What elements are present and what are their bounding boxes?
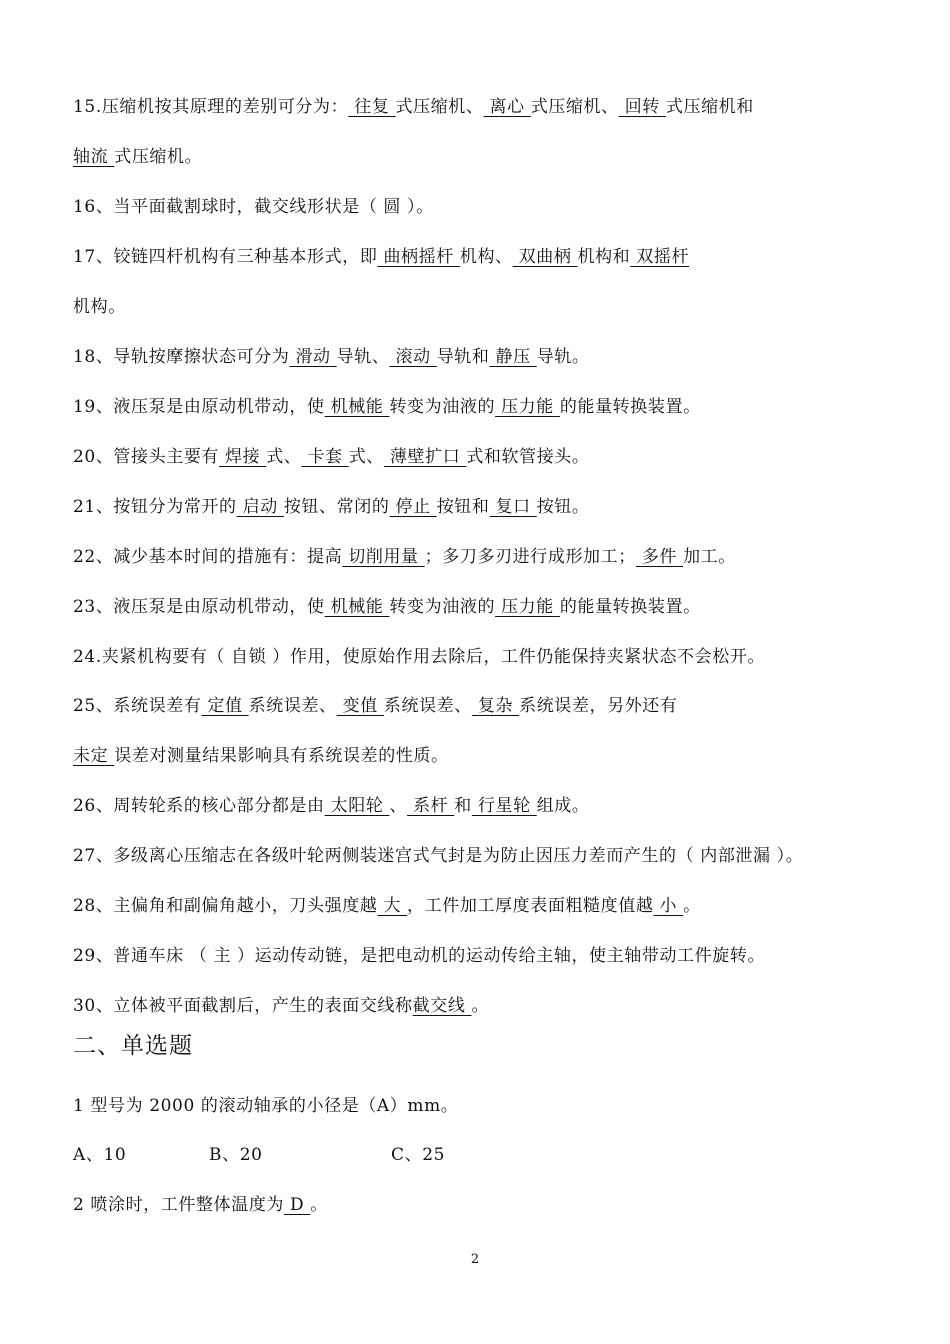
question-25: [73, 694, 883, 718]
question-text: 2 喷涂时，工件整体温度为: [73, 1195, 285, 1215]
answer-blank: 小: [653, 896, 684, 916]
answer-blank: 机械能: [324, 397, 390, 417]
question-text: 的能量转换装置。: [559, 597, 701, 617]
question-text: 系统误差、: [383, 696, 472, 716]
option-b: B、20: [209, 1145, 263, 1165]
question-text: 。: [471, 996, 490, 1016]
answer-blank: 系杆: [407, 796, 455, 816]
question-23: [73, 595, 883, 619]
question-21: [73, 495, 883, 519]
question-text: 式压缩机、: [530, 97, 619, 117]
question-text: 23、液压泵是由原动机带动，使: [73, 597, 325, 617]
page-number: 2: [470, 1252, 480, 1267]
question-text: 20、管接头主要有: [73, 447, 220, 467]
question-text: 19、液压泵是由原动机带动，使: [73, 397, 325, 417]
question-text: 导轨。: [536, 347, 590, 367]
question-text: 系统误差，另外还有: [519, 696, 678, 716]
answer-blank: 启动: [236, 497, 284, 517]
question-text: 、: [389, 796, 408, 816]
question-text: 18、导轨按摩擦状态可分为: [73, 347, 290, 367]
answer-blank: 曲柄摇杆: [377, 247, 460, 267]
question-17: [73, 245, 883, 269]
question-16: 16、当平面截割球时，截交线形状是（ 圆 ）。: [73, 197, 434, 217]
question-text: 式压缩机和: [665, 97, 754, 117]
answer-blank: 往复: [348, 97, 396, 117]
question-text: 30、立体被平面截割后，产生的表面交线称: [73, 996, 413, 1016]
question-text: 按钮、常闭的: [283, 497, 390, 517]
answer-blank: 定值: [201, 696, 249, 716]
question-text: 式压缩机。: [114, 147, 203, 167]
question-text: 25、系统误差有: [73, 696, 202, 716]
answer-blank: 滚动: [389, 347, 437, 367]
question-text: 式压缩机、: [395, 97, 484, 117]
answer-blank: 变值: [336, 696, 384, 716]
question-text: ；多刀多刃进行成形加工；: [424, 547, 636, 567]
question-text: 误差对测量结果影响具有系统误差的性质。: [114, 746, 449, 766]
section-heading: 二、单选题: [73, 1033, 193, 1059]
answer-blank: 停止: [389, 497, 437, 517]
question-text: 转变为油液的: [389, 397, 496, 417]
question-1-options: [73, 1143, 883, 1167]
single-choice-question-2: [73, 1193, 883, 1217]
question-text: 机构和: [577, 247, 631, 267]
answer-blank: 多件: [635, 547, 684, 567]
answer-blank: 双曲柄: [512, 247, 578, 267]
question-text: 和: [454, 796, 472, 816]
answer-blank: 卡套: [301, 447, 349, 467]
question-text: 导轨和: [436, 347, 490, 367]
question-text: 按钮和: [436, 497, 490, 517]
question-18: [73, 345, 883, 369]
answer-blank: 机械能: [324, 597, 390, 617]
question-25-continued: [73, 744, 883, 768]
question-29: 29、普通车床 （ 主 ）运动传动链，是把电动机的运动传给主轴，使主轴带动工件旋转。: [73, 946, 766, 966]
single-choice-question-1: 1 型号为 2000 的滚动轴承的小径是（A）mm。: [73, 1096, 459, 1116]
question-text: 28、主偏角和副偏角越小，刀头强度越: [73, 896, 378, 916]
answer-blank: 未定: [73, 746, 115, 766]
question-text: 21、按钮分为常开的: [73, 497, 237, 517]
question-text: 按钮。: [536, 497, 590, 517]
question-30: [73, 994, 883, 1018]
answer-blank: 复口: [489, 497, 537, 517]
answer-blank: 太阳轮: [324, 796, 390, 816]
answer-blank: 轴流: [73, 147, 115, 167]
question-text: 机构、: [459, 247, 513, 267]
answer-blank: 压力能: [495, 397, 560, 417]
question-text: 22、减少基本时间的措施有：提高: [73, 547, 343, 567]
question-15-continued: [73, 145, 883, 169]
option-c: C、25: [391, 1145, 446, 1165]
answer-blank: 切削用量: [342, 547, 425, 567]
answer-blank: 回转: [618, 97, 666, 117]
answer-blank: 双摇杆: [630, 247, 690, 267]
question-text: 式和软管接头。: [466, 447, 590, 467]
question-26: [73, 794, 883, 818]
question-text: 导轨、: [336, 347, 390, 367]
answer-blank: 大: [377, 896, 408, 916]
answer-blank: D: [284, 1195, 311, 1215]
question-text: 式、: [266, 447, 302, 467]
answer-blank: 静压: [489, 347, 537, 367]
question-15: [73, 95, 883, 119]
question-text: ，工件加工厚度表面粗糙度值越: [407, 896, 654, 916]
answer-blank: 行星轮: [471, 796, 537, 816]
answer-blank: 焊接: [219, 447, 267, 467]
question-28: [73, 894, 883, 918]
question-text: 转变为油液的: [389, 597, 496, 617]
question-20: [73, 445, 883, 469]
answer-blank: 压力能: [495, 597, 560, 617]
question-text: 。: [310, 1195, 328, 1215]
question-text: 17、铰链四杆机构有三种基本形式，即: [73, 247, 378, 267]
question-text: 26、周转轮系的核心部分都是由: [73, 796, 325, 816]
answer-blank: 截交线: [412, 996, 472, 1016]
question-text: 。: [683, 896, 701, 916]
answer-blank: 薄壁扩口: [383, 447, 467, 467]
question-text: 系统误差、: [248, 696, 337, 716]
question-22: [73, 545, 883, 569]
question-text: 式、: [348, 447, 384, 467]
answer-blank: 离心: [483, 97, 531, 117]
option-a: A、10: [73, 1145, 127, 1165]
question-text: 的能量转换装置。: [559, 397, 701, 417]
question-17-continued: 机构。: [73, 297, 126, 317]
question-27: 27、多级离心压缩志在各级叶轮两侧装迷宫式气封是为防止因压力差而产生的（ 内部泄漏 ）。: [73, 846, 804, 866]
question-24: 24.夹紧机构要有（ 自锁 ）作用，使原始作用去除后，工件仍能保持夹紧状态不会松开。: [73, 647, 766, 667]
answer-blank: 复杂: [471, 696, 520, 716]
question-text: 组成。: [536, 796, 590, 816]
question-text: 加工。: [683, 547, 736, 567]
question-19: [73, 395, 883, 419]
answer-blank: 滑动: [289, 347, 337, 367]
question-text: 15.压缩机按其原理的差别可分为：: [73, 97, 349, 117]
